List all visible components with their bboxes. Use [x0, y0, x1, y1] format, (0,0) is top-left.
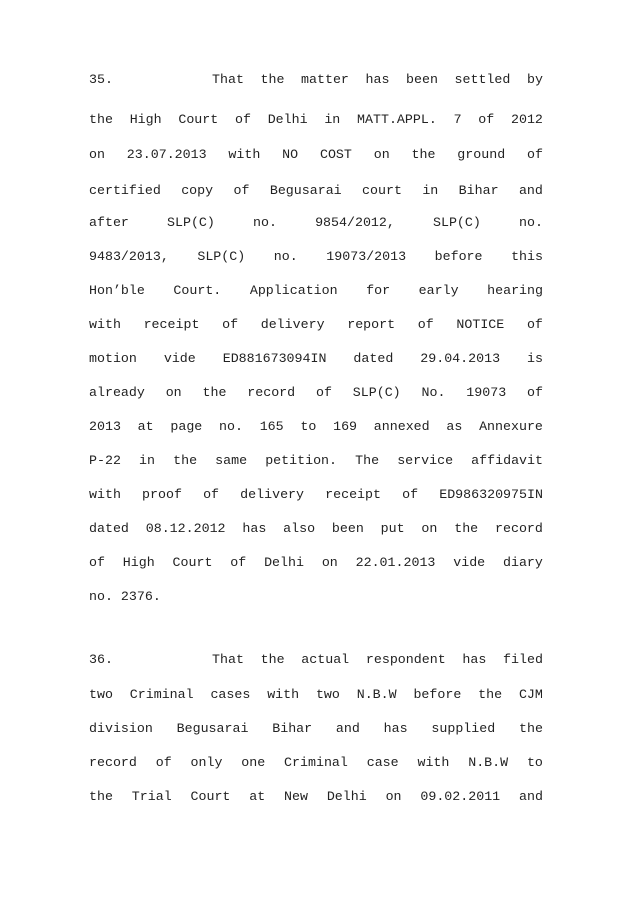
- paragraph-35-line-3: [89, 146, 543, 164]
- word: by: [526, 72, 543, 87]
- word: also: [283, 521, 316, 536]
- word: only: [190, 755, 223, 770]
- paragraph-number-36: 36.: [89, 652, 113, 667]
- word: 2013: [89, 419, 121, 434]
- word: one: [241, 755, 266, 770]
- word: has: [365, 72, 390, 87]
- word: petition.: [265, 453, 338, 468]
- paragraph-35-line-5: [89, 214, 543, 232]
- word: record: [247, 385, 296, 400]
- word: That: [212, 72, 244, 87]
- word: 9854/2012,: [315, 215, 395, 230]
- word: N.B.W: [356, 687, 397, 702]
- word: has: [383, 721, 408, 736]
- word: Trial: [131, 789, 172, 804]
- word: Criminal: [129, 687, 194, 702]
- word: page: [170, 419, 203, 434]
- word: the: [260, 72, 285, 87]
- word: Delhi: [326, 789, 367, 804]
- word: before: [413, 687, 462, 702]
- word: settled: [454, 72, 511, 87]
- word: service: [397, 453, 454, 468]
- word: record: [89, 755, 137, 770]
- word: receipt: [143, 317, 200, 332]
- word: been: [406, 72, 438, 87]
- word: dated: [353, 351, 394, 366]
- word: two: [315, 687, 340, 702]
- paragraph-35-line-4: [89, 182, 543, 200]
- word: copy: [181, 183, 214, 198]
- word: P-22: [89, 453, 121, 468]
- word: Hon’ble: [89, 283, 145, 298]
- word: of: [526, 317, 543, 332]
- word: no.: [253, 215, 277, 230]
- word: SLP(C): [167, 215, 215, 230]
- word: and: [335, 721, 360, 736]
- word: respondent: [365, 652, 446, 667]
- word: filed: [503, 652, 543, 667]
- word: Application: [249, 283, 338, 298]
- word: CJM: [518, 687, 543, 702]
- paragraph-35-line-12: [89, 452, 543, 470]
- paragraph-35-first-line: [89, 71, 543, 89]
- word: ED986320975IN: [439, 487, 543, 502]
- paragraph-36-line-1: [212, 651, 543, 669]
- word: the: [478, 687, 503, 702]
- word: the: [260, 652, 285, 667]
- word: The: [355, 453, 380, 468]
- word: on: [373, 147, 390, 162]
- word: 169: [333, 419, 358, 434]
- word: no.: [518, 215, 543, 230]
- paragraph-35-line-13: [89, 486, 543, 504]
- word: and: [518, 183, 543, 198]
- word: the: [89, 112, 113, 127]
- word: of: [315, 385, 332, 400]
- word: of: [203, 487, 220, 502]
- paragraph-35-line-15: [89, 554, 543, 572]
- word: of: [233, 183, 250, 198]
- word: for: [366, 283, 391, 298]
- word: No.: [421, 385, 446, 400]
- word: COST: [319, 147, 352, 162]
- word: the: [89, 789, 113, 804]
- paragraph-35-line-2: [89, 111, 543, 129]
- word: vide: [453, 555, 486, 570]
- word: of: [527, 385, 543, 400]
- word: as: [446, 419, 463, 434]
- word: High: [122, 555, 155, 570]
- word: Delhi: [264, 555, 304, 570]
- word: Annexure: [479, 419, 543, 434]
- word: delivery: [260, 317, 325, 332]
- word: with: [417, 755, 450, 770]
- word: case: [366, 755, 399, 770]
- word: the: [173, 453, 198, 468]
- word: of: [402, 487, 419, 502]
- paragraph-36-line-3: [89, 720, 543, 738]
- word: hearing: [487, 283, 543, 298]
- word: dated: [89, 521, 129, 536]
- word: Begusarai: [176, 721, 249, 736]
- paragraph-36-first-line: [89, 651, 543, 669]
- word: Court.: [173, 283, 222, 298]
- word: is: [527, 351, 543, 366]
- word: diary: [502, 555, 543, 570]
- word: put: [380, 521, 405, 536]
- word: Court: [178, 112, 219, 127]
- paragraph-36-line-5: [89, 788, 543, 806]
- word: ground: [457, 147, 506, 162]
- word: supplied: [431, 721, 496, 736]
- word: Begusarai: [269, 183, 342, 198]
- word: Court: [190, 789, 231, 804]
- word: 09.02.2011: [420, 789, 501, 804]
- paragraph-36-line-4: [89, 754, 543, 772]
- paragraph-35-line-1: [212, 71, 543, 89]
- word: 22.01.2013: [355, 555, 436, 570]
- word: 2012: [510, 112, 543, 127]
- word: the: [454, 521, 479, 536]
- word: vide: [163, 351, 196, 366]
- paragraph-35-line-14: [89, 520, 543, 538]
- word: of: [478, 112, 495, 127]
- word: MATT.APPL.: [357, 112, 437, 127]
- word: 29.04.2013: [420, 351, 501, 366]
- word: matter: [301, 72, 349, 87]
- word: 19073/2013: [326, 249, 407, 264]
- word: of: [230, 555, 247, 570]
- word: before: [434, 249, 483, 264]
- word: division: [89, 721, 153, 736]
- paragraph-number-35: 35.: [89, 72, 113, 87]
- word: of: [155, 755, 172, 770]
- word: at: [137, 419, 154, 434]
- word: ED881673094IN: [222, 351, 327, 366]
- word: with: [267, 687, 300, 702]
- word: 08.12.2012: [145, 521, 226, 536]
- word: 9483/2013,: [89, 249, 169, 264]
- word: with: [228, 147, 261, 162]
- word: on: [165, 385, 182, 400]
- word: 7: [453, 112, 462, 127]
- word: of: [222, 317, 239, 332]
- word: N.B.W: [468, 755, 509, 770]
- word: of: [527, 147, 543, 162]
- word: the: [411, 147, 436, 162]
- word: has: [462, 652, 487, 667]
- word: this: [511, 249, 543, 264]
- word: motion: [89, 351, 137, 366]
- word: Criminal: [284, 755, 348, 770]
- word: no.: [273, 249, 298, 264]
- word: has: [242, 521, 267, 536]
- paragraph-35-line-10: [89, 384, 543, 402]
- paragraph-35-line-11: [89, 418, 543, 436]
- word: certified: [89, 183, 161, 198]
- word: same: [215, 453, 248, 468]
- word: New: [284, 789, 308, 804]
- word: SLP(C): [432, 215, 481, 230]
- word: two: [89, 687, 113, 702]
- word: of: [89, 555, 105, 570]
- word: Delhi: [267, 112, 308, 127]
- word: with: [89, 317, 121, 332]
- word: receipt: [325, 487, 381, 502]
- word: High: [129, 112, 162, 127]
- word: after: [89, 215, 129, 230]
- word: on: [385, 789, 402, 804]
- word: SLP(C): [352, 385, 401, 400]
- word: Court: [172, 555, 213, 570]
- paragraph-35-line-6: [89, 248, 543, 266]
- word: the: [519, 721, 543, 736]
- word: to: [300, 419, 317, 434]
- word: NOTICE: [456, 317, 505, 332]
- word: in: [324, 112, 341, 127]
- word: with: [89, 487, 121, 502]
- paragraph-36-line-2: [89, 686, 543, 704]
- word: affidavit: [471, 453, 543, 468]
- word: to: [526, 755, 543, 770]
- word: Bihar: [458, 183, 499, 198]
- word: in: [422, 183, 439, 198]
- word: That: [212, 652, 244, 667]
- word: on: [421, 521, 438, 536]
- word: 19073: [466, 385, 507, 400]
- paragraph-35-line-16: no. 2376.: [89, 589, 161, 604]
- word: 23.07.2013: [126, 147, 207, 162]
- paragraph-35-line-7: [89, 282, 543, 300]
- word: SLP(C): [197, 249, 246, 264]
- word: actual: [301, 652, 350, 667]
- word: Bihar: [272, 721, 313, 736]
- word: in: [139, 453, 155, 468]
- word: court: [362, 183, 402, 198]
- word: been: [331, 521, 364, 536]
- word: 165: [259, 419, 284, 434]
- word: of: [417, 317, 434, 332]
- word: the: [202, 385, 227, 400]
- word: cases: [210, 687, 251, 702]
- word: delivery: [240, 487, 305, 502]
- word: NO: [282, 147, 299, 162]
- word: and: [518, 789, 543, 804]
- paragraph-35-line-8: [89, 316, 543, 334]
- word: report: [347, 317, 396, 332]
- paragraph-35-line-9: [89, 350, 543, 368]
- word: record: [495, 521, 543, 536]
- word: annexed: [373, 419, 430, 434]
- word: already: [89, 385, 145, 400]
- word: on: [321, 555, 338, 570]
- word: proof: [142, 487, 182, 502]
- word: of: [234, 112, 251, 127]
- word: at: [249, 789, 266, 804]
- word: on: [89, 147, 105, 162]
- word: no.: [219, 419, 243, 434]
- word: early: [418, 283, 459, 298]
